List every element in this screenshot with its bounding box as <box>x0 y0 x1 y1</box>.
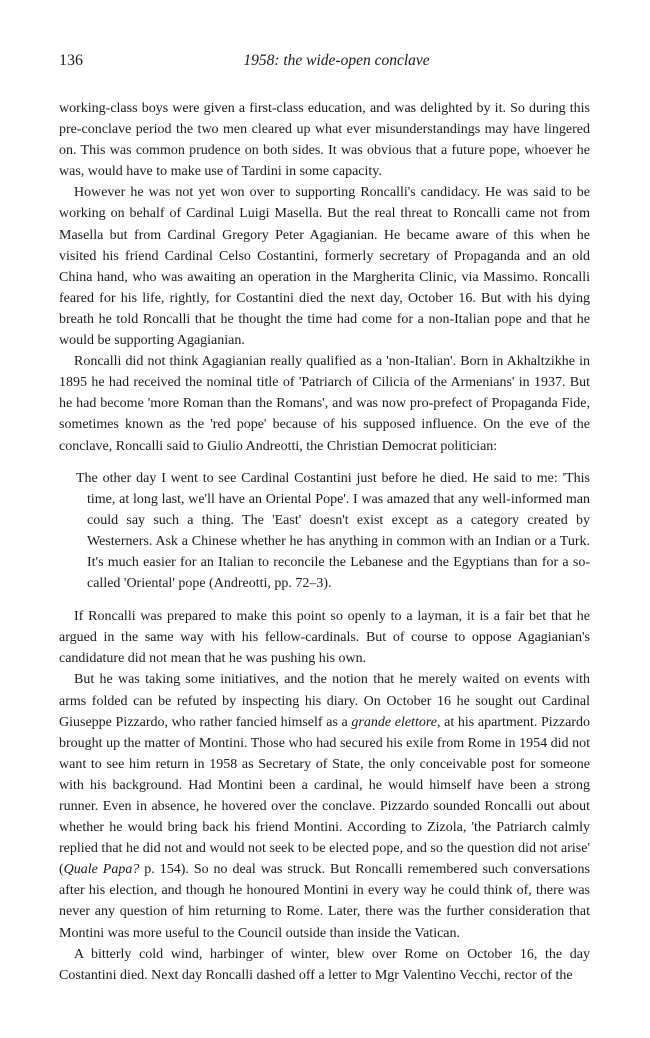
quote-text: The other day I went to see Cardinal Costantini just before he died. He said to me: 'This time, at long last, we'll have an Oriental Pope'. I was amazed that any well-informed man could say such a thing. The 'East' doesn't exist except as a category created by Westerners. Ask a Chinese whether he has anything in common with an Indian or a Turk. It's much easier for an Italian to reconcile the Lebanese and the Egyptians than for a so-called 'Oriental' pope (Andreotti, pp. 72–3). <box>76 470 590 592</box>
paragraph-2: However he was not yet won over to supporting Roncalli's candidacy. He was said to be working on behalf of Cardinal Luigi Masella. But the real threat to Roncalli came not from Masella but from Cardinal Gregory Peter Agagianian. He became aware of this when he visited his friend Cardinal Celso Costantini, formerly secretary of Propaganda and an old China hand, who was awaiting an operation in the Margherita Clinic, via Massimo. Roncalli feared for his life, rightly, for Costantini died the next day, October 16. But with his dying breath he told Roncalli that he thought the time had come for a non-Italian pope and that he would be supporting Agagianian. <box>59 185 590 349</box>
paragraph-6: A bitterly cold wind, harbinger of winter, blew over Rome on October 16, the day Costantini died. Next day Roncalli dashed off a letter to Mgr Valentino Vecchi, rector of the <box>59 946 590 983</box>
quale-papa-italic: Quale Papa? <box>63 862 140 878</box>
page-header <box>59 52 594 76</box>
body-text <box>59 98 590 986</box>
grande-elettore-italic: grande elettore <box>351 714 437 730</box>
block-quote <box>76 468 590 595</box>
page-number: 136 <box>59 52 83 69</box>
paragraph-5-part-c: p. 154). So no deal was struck. But Roncalli remembered such conversations after his election, and though he honoured Montini in every way he could think of, there was never any question of him returning to Rome. Later, there was the further consideration that Montini was more useful to the Council outside than inside the Vatican. <box>59 862 591 941</box>
paragraph-1: working-class boys were given a first-class education, and was delighted by it. So during this pre-conclave period the two men cleared up what ever misunderstandings may have lingered on. This was common prudence on both sides. It was obvious that a future pope, whoever he was, would have to make use of Tardini in some capacity. <box>59 101 590 180</box>
paragraph-5 <box>59 669 590 943</box>
paragraph-4: If Roncalli was prepared to make this point so openly to a layman, it is a fair bet that he argued in the same way with his fellow-cardinals. But of course to oppose Agagianian's candidature did not mean that he was pushing his own. <box>59 609 590 667</box>
paragraph-5-part-b: , at his apartment. Pizzardo brought up the matter of Montini. Those who had secured his exile from Rome in 1954 did not want to see him return in 1958 as Secretary of State, the only conceivable post for someone with his background. Had Montini been a cardinal, he would himself have been a strong runner. Even in absence, he hovered over the conclave. Pizzardo sounded Roncalli out about whether he would bring back his friend Montini. According to Zizola, 'the Patriarch calmly replied that he did not and would not seek to be elected pope, and so the question did not arise' ( <box>59 714 590 878</box>
running-head: 1958: the wide-open conclave <box>243 52 430 69</box>
paragraph-3: Roncalli did not think Agagianian really qualified as a 'non-Italian'. Born in Akhaltzikhe in 1895 he had received the nominal title of 'Patriarch of Cilicia of the Armenians' in 1937. But he had become 'more Roman than the Romans', and was now pro-prefect of Propaganda Fide, sometimes known as the 'red pope' because of his supposed influence. On the eve of the conclave, Roncalli said to Giulio Andreotti, the Christian Democrat politician: <box>59 354 590 454</box>
paragraph-5-part-a: But he was taking some initiatives, and the notion that he merely waited on events with arms folded can be refuted by inspecting his diary. On October 16 he sought out Cardinal Giuseppe Pizzardo, who rather fancied himself as a <box>59 672 590 730</box>
